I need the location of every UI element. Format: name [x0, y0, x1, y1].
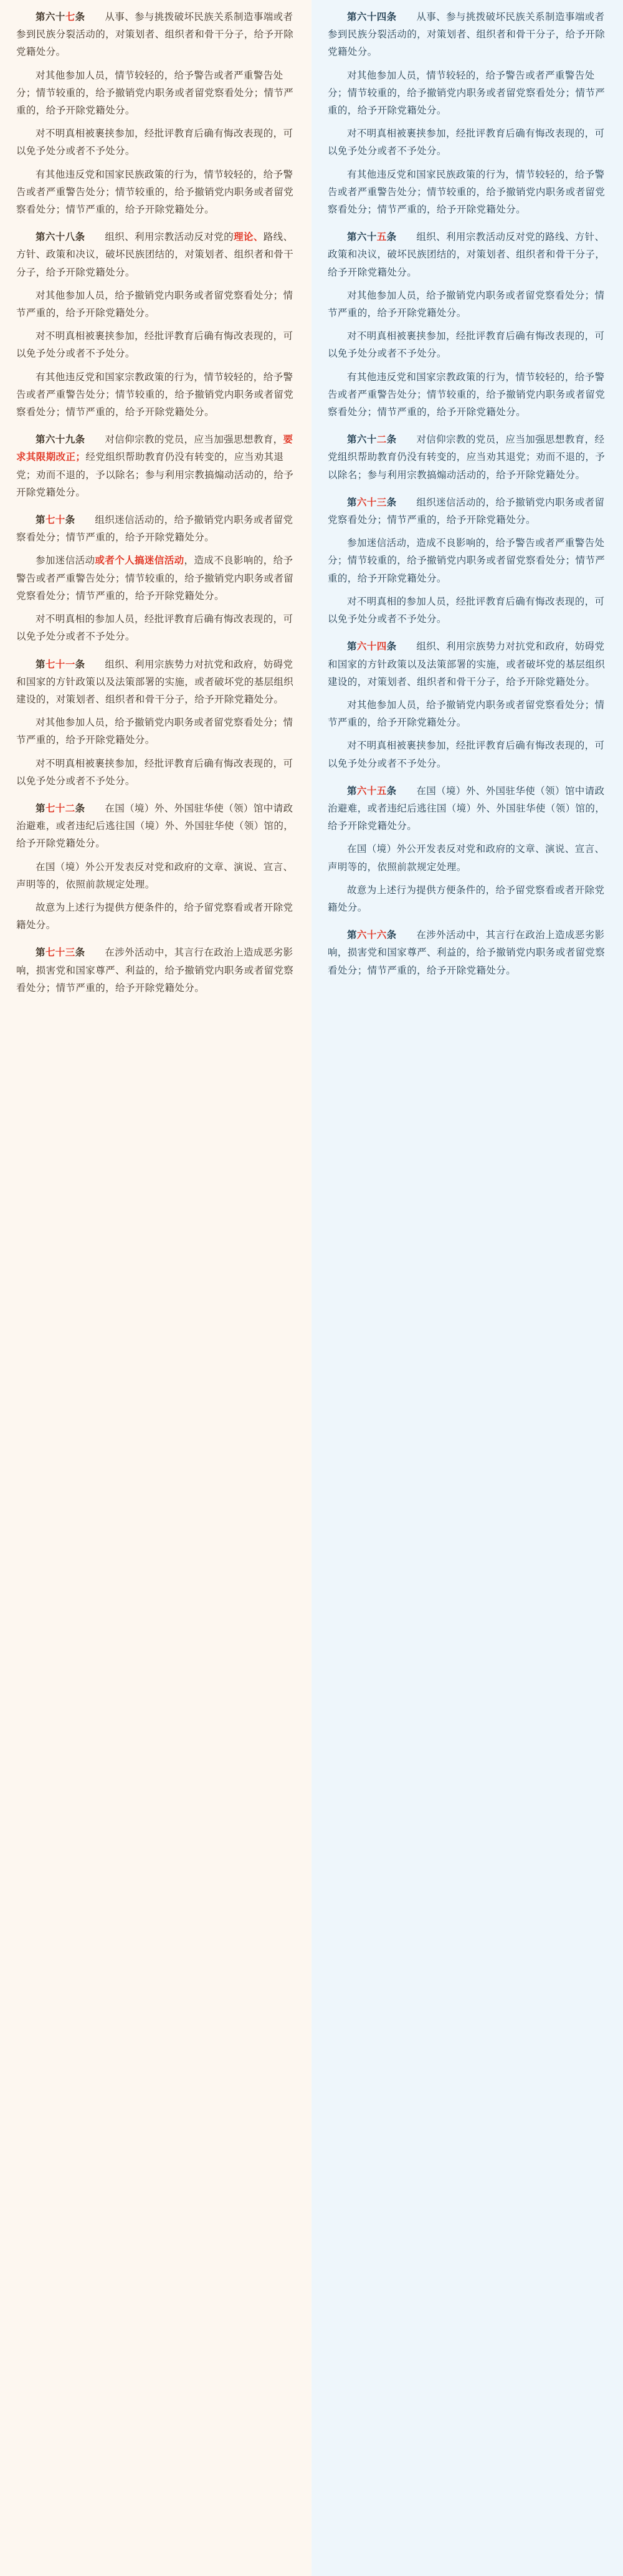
article-71-original [16, 656, 295, 790]
article-69-original [16, 431, 295, 502]
article-number-highlight: 七十二 [45, 803, 75, 814]
article-68-para-2: 对其他参加人员，给予撤销党内职务或者留党察看处分；情节严重的，给予开除党籍处分。 [16, 290, 293, 319]
right-column-revised-text [312, 0, 623, 2576]
article-68-para-3: 对不明真相被裹挟参加，经批评教育后确有悔改表现的，可以免予处分或者不予处分。 [16, 331, 293, 360]
article-64b-para-2: 对其他参加人员，给予撤销党内职务或者留党察看处分；情节严重的，给予开除党籍处分。 [328, 699, 605, 729]
article-66b-heading-paragraph: 第六十六条 在涉外活动中，其言行在政治上造成恶劣影响，损害党和国家尊严、利益的，给予撤销党内职务或者留党察看处分；情节严重的，给予开除党籍处分。 [328, 930, 606, 976]
article-number-highlight: 七十三 [45, 947, 75, 959]
article-64-para-4: 有其他违反党和国家民族政策的行为，情节较轻的，给予警告或者严重警告处分；情节较重的，给予撤销党内职务或者留党察看处分；情节严重的，给予开除党籍处分。 [328, 169, 606, 216]
article-62-heading-paragraph: 第六十二条 对信仰宗教的党员，应当加强思想教育，经党组织帮助教育仍没有转变的，应当劝其退党；劝而不退的，予以除名；参与利用宗教搞煽动活动的，给予开除党籍处分。 [328, 434, 606, 481]
inserted-terms-highlight: 理论、 [234, 232, 264, 243]
article-69-heading-paragraph: 第六十九条 对信仰宗教的党员，应当加强思想教育，要求其限期改正；经党组织帮助教育仍没有转变的，应当劝其退党；劝而不退的，予以除名；参与利用宗教搞煽动活动的，给予开除党籍处分。 [16, 434, 294, 498]
article-64b-heading-paragraph: 第六十四条 组织、利用宗族势力对抗党和政府，妨碍党和国家的方针政策以及法策部署的实施，或者破坏党的基层组织建设的，对策划者、组织者和骨干分子，给予开除党籍处分。 [328, 641, 606, 687]
article-number-highlight: 六十五 [356, 785, 387, 797]
article-68-original [16, 229, 295, 421]
article-67-para-3: 对不明真相被裹挟参加，经批评教育后确有悔改表现的，可以免予处分或者不予处分。 [16, 128, 293, 157]
article-64b-revised [328, 638, 607, 772]
article-71-para-3: 对不明真相被裹挟参加，经批评教育后确有悔改表现的，可以免予处分或者不予处分。 [16, 758, 293, 787]
article-64-heading-paragraph: 第六十四条 从事、参与挑拨破坏民族关系制造事端或者参到民族分裂活动的，对策划者、组织者和骨干分子，给予开除党籍处分。 [328, 12, 606, 58]
article-number-highlight: 二 [376, 434, 387, 446]
article-65b-para-2: 在国（境）外公开发表反对党和政府的文章、演说、宣言、声明等的，依照前款规定处理。 [328, 844, 605, 873]
article-63-para-2: 参加迷信活动，造成不良影响的，给予警告或者严重警告处分；情节较重的，给予撤销党内职务或者留党察看处分；情节严重的，给予开除党籍处分。 [328, 538, 606, 584]
article-68-para-4: 有其他违反党和国家宗教政策的行为，情节较轻的，给予警告或者严重警告处分；情节较重的，给予撤销党内职务或者留党察看处分；情节严重的，给予开除党籍处分。 [16, 371, 294, 418]
article-number-highlight: 六十四 [356, 641, 387, 653]
article-64-para-2: 对其他参加人员，情节较轻的，给予警告或者严重警告处分；情节较重的，给予撤销党内职务或者留党察看处分；情节严重的，给予开除党籍处分。 [328, 70, 606, 117]
article-67-heading-paragraph: 第六十七条 从事、参与挑拨破坏民族关系制造事端或者参到民族分裂活动的，对策划者、组织者和骨干分子，给予开除党籍处分。 [16, 12, 294, 58]
article-65-para-4: 有其他违反党和国家宗教政策的行为，情节较轻的，给予警告或者严重警告处分；情节较重的，给予撤销党内职务或者留党察看处分；情节严重的，给予开除党籍处分。 [328, 371, 606, 418]
article-63-revised [328, 494, 607, 628]
article-63-heading-paragraph: 第六十三条 组织迷信活动的，给予撤销党内职务或者留党察看处分；情节严重的，给予开除党籍处分。 [328, 497, 605, 526]
article-71-heading-paragraph: 第七十一条 组织、利用宗族势力对抗党和政府，妨碍党和国家的方针政策以及法策部署的实施，或者破坏党的基层组织建设的，对策划者、组织者和骨干分子，给予开除党籍处分。 [16, 659, 294, 705]
article-64-revised [328, 9, 607, 219]
article-67-original [16, 9, 295, 219]
article-62-revised [328, 431, 607, 484]
article-63-para-3: 对不明真相的参加人员，经批评教育后确有悔改表现的，可以免予处分或者不予处分。 [328, 596, 605, 625]
inserted-phrase-highlight: 或者个人搞迷信活动 [95, 555, 184, 567]
article-65-revised [328, 229, 607, 421]
article-70-para-3: 对不明真相的参加人员，经批评教育后确有悔改表现的，可以免予处分或者不予处分。 [16, 614, 293, 643]
article-number-highlight: 六十三 [356, 497, 387, 508]
article-65-heading-paragraph: 第六十五条 组织、利用宗教活动反对党的路线、方针、政策和决议，破坏民族团结的，对策划者、组织者和骨干分子，给予开除党籍处分。 [328, 232, 606, 278]
inserted-phrase-highlight: 要求其限期改正； [16, 434, 293, 463]
article-66b-revised [328, 927, 607, 980]
article-72-heading-paragraph: 第七十二条 在国（境）外、外国驻华使（领）馆中请政治避难，或者违纪后逃往国（境）外、外国驻华使（领）馆的，给予开除党籍处分。 [16, 803, 294, 850]
article-64-para-3: 对不明真相被裹挟参加，经批评教育后确有悔改表现的，可以免予处分或者不予处分。 [328, 128, 605, 157]
article-65-para-2: 对其他参加人员，给予撤销党内职务或者留党察看处分；情节严重的，给予开除党籍处分。 [328, 290, 605, 319]
article-73-heading-paragraph: 第七十三条 在涉外活动中，其言行在政治上造成恶劣影响，损害党和国家尊严、利益的，给予撤销党内职务或者留党察看处分；情节严重的，给予开除党籍处分。 [16, 947, 294, 994]
article-67-para-4: 有其他违反党和国家民族政策的行为，情节较轻的，给予警告或者严重警告处分；情节较重的，给予撤销党内职务或者留党察看处分；情节严重的，给予开除党籍处分。 [16, 169, 294, 216]
article-67-para-2: 对其他参加人员，情节较轻的，给予警告或者严重警告处分；情节较重的，给予撤销党内职务或者留党察看处分；情节严重的，给予开除党籍处分。 [16, 70, 294, 117]
article-72-original [16, 800, 295, 934]
article-70-heading-paragraph: 第七十条 组织迷信活动的，给予撤销党内职务或者留党察看处分；情节严重的，给予开除党籍处分。 [16, 515, 293, 543]
article-number-highlight: 七 [65, 12, 75, 22]
article-number-highlight: 七十 [45, 515, 65, 526]
article-number-highlight: 七十一 [45, 659, 75, 670]
article-65-para-3: 对不明真相被裹挟参加，经批评教育后确有悔改表现的，可以免予处分或者不予处分。 [328, 331, 605, 360]
article-73-original [16, 944, 295, 997]
article-71-para-2: 对其他参加人员，给予撤销党内职务或者留党察看处分；情节严重的，给予开除党籍处分。 [16, 717, 293, 746]
article-70-original [16, 512, 295, 646]
article-number-highlight: 六十六 [356, 930, 387, 941]
article-65b-revised [328, 783, 607, 917]
article-72-para-3: 故意为上述行为提供方便条件的，给予留党察看或者开除党籍处分。 [16, 902, 293, 931]
article-65b-para-3: 故意为上述行为提供方便条件的，给予留党察看或者开除党籍处分。 [328, 884, 605, 913]
article-64b-para-3: 对不明真相被裹挟参加，经批评教育后确有悔改表现的，可以免予处分或者不予处分。 [328, 740, 605, 769]
article-70-para-2: 参加迷信活动或者个人搞迷信活动，造成不良影响的，给予警告或者严重警告处分；情节较重的，给予撤销党内职务或者留党察看处分；情节严重的，给予开除党籍处分。 [16, 555, 294, 601]
article-68-heading-paragraph: 第六十八条 组织、利用宗教活动反对党的理论、路线、方针、政策和决议，破坏民族团结的，对策划者、组织者和骨干分子，给予开除党籍处分。 [16, 232, 294, 278]
article-number-highlight: 五 [376, 232, 387, 243]
article-65b-heading-paragraph: 第六十五条 在国（境）外、外国驻华使（领）馆中请政治避难，或者违纪后逃往国（境）外、外国驻华使（领）馆的，给予开除党籍处分。 [328, 785, 606, 832]
article-72-para-2: 在国（境）外公开发表反对党和政府的文章、演说、宣言、声明等的，依照前款规定处理。 [16, 861, 293, 890]
